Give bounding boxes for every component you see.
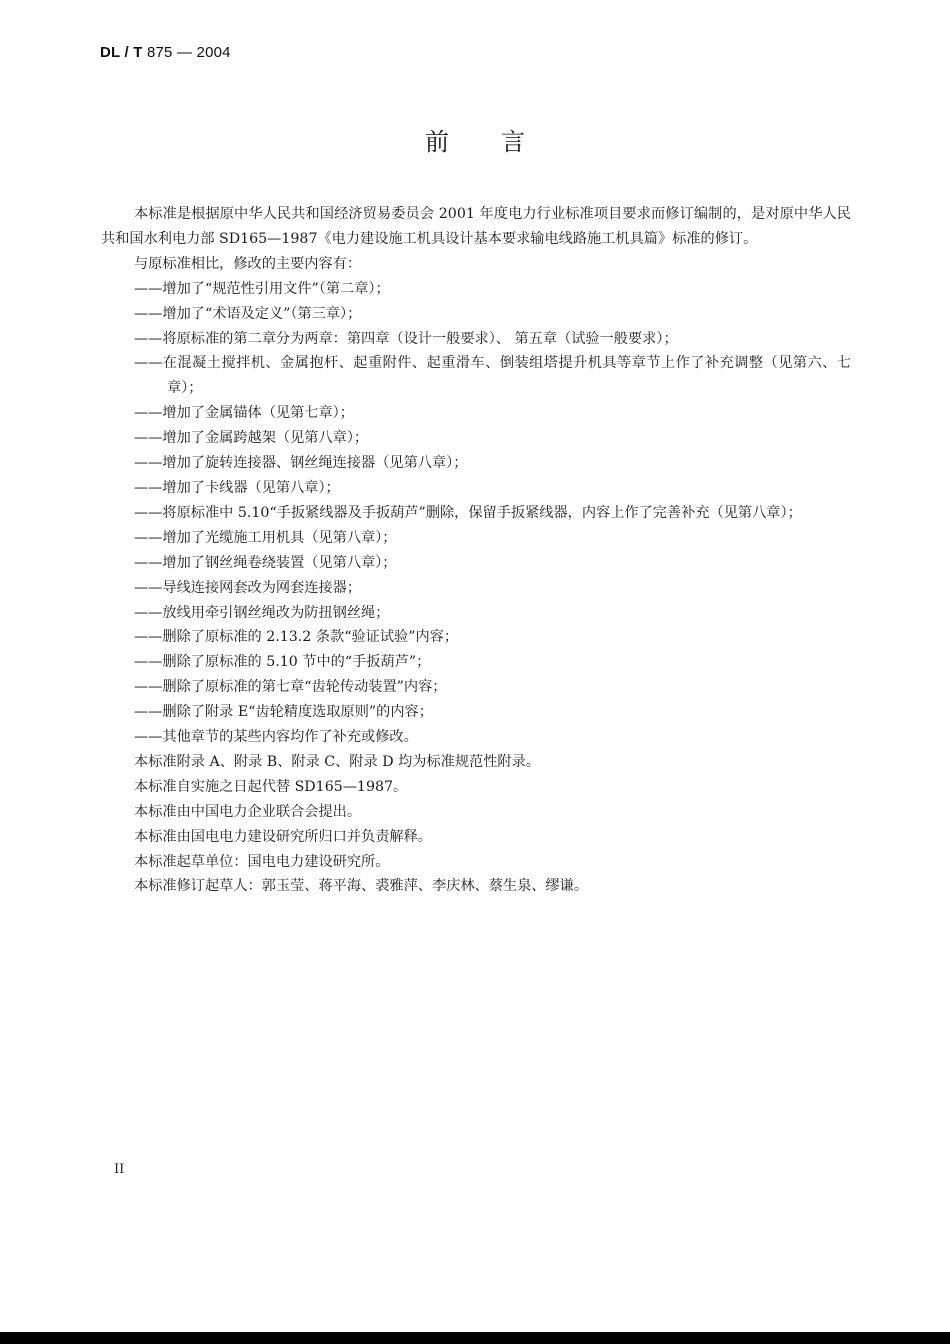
change-item: ——导线连接网套改为网套连接器； (134, 579, 362, 596)
change-item: ——增加了金属锚体（见第七章）； (134, 405, 354, 422)
change-item: ——增加了卡线器（见第八章）； (134, 479, 340, 496)
closing-paragraph: 本标准修订起草人：郭玉莹、蒋平海、裘雅萍、李庆林、蔡生泉、缪谦。 (134, 878, 589, 895)
closing-paragraph: 本标准由中国电力企业联合会提出。 (134, 803, 362, 820)
change-item: ——增加了钢丝绳卷绕装置（见第八章）； (134, 554, 397, 571)
change-item: ——放线用牵引钢丝绳改为防扭钢丝绳； (134, 604, 390, 621)
change-item: ——增加了旋转连接器、钢丝绳连接器（见第八章）； (134, 455, 468, 472)
intro-paragraph: 本标准是根据原中华人民共和国经济贸易委员会 2001 年度电力行业标准项目要求而修订编制的，是对原中华人民共和国水利电力部 SD165—1987《电力建设施工机具设计基本要求输电线路施工机具篇》标准的修订。 (101, 206, 851, 247)
standard-code: DL / T (100, 44, 143, 61)
page-header (100, 44, 231, 61)
change-item: ——其他章节的某些内容均作了补充或修改。 (134, 729, 418, 746)
change-item: ——将原标准的第二章分为两章：第四章（设计一般要求）、 第五章（试验一般要求）； (134, 330, 678, 347)
closing-paragraph: 本标准自实施之日起代替 SD165—1987。 (134, 778, 408, 795)
change-item: ——删除了原标准的第七章“齿轮传动装置”内容； (134, 679, 447, 696)
change-item: ——在混凝土搅拌机、金属抱杆、起重附件、起重滑车、倒装组塔提升机具等章节上作了补充调整（见第六、七章）； (134, 355, 851, 397)
closing-paragraph: 本标准由国电电力建设研究所归口并负责解释。 (134, 828, 432, 845)
change-item: ——删除了原标准的 5.10 节中的“手扳葫芦”； (134, 654, 431, 671)
change-item: ——增加了金属跨越架（见第八章）； (134, 430, 369, 447)
page-title: 前言 (425, 128, 577, 156)
document-body (101, 202, 851, 899)
change-item: ——删除了原标准的 2.13.2 条款“验证试验”内容； (134, 629, 459, 646)
standard-number: 875 — 2004 (146, 44, 231, 61)
change-item: ——增加了光缆施工用机具（见第八章）； (134, 529, 397, 546)
change-item: ——增加了“术语及定义”（第三章）； (134, 305, 362, 322)
change-item: ——增加了“规范性引用文件”（第二章）； (134, 280, 390, 297)
comparison-lead: 与原标准相比，修改的主要内容有： (134, 255, 362, 272)
change-item: ——将原标准中 5.10“手扳紧线器及手扳葫芦”删除，保留手扳紧线器，内容上作了完善补充（见第八章）； (134, 504, 802, 521)
closing-paragraph: 本标准附录 A、附录 B、附录 C、附录 D 均为标准规范性附录。 (134, 753, 540, 770)
bottom-border (0, 1332, 950, 1344)
closing-paragraph: 本标准起草单位：国电电力建设研究所。 (134, 853, 390, 870)
change-item: ——删除了附录 E“齿轮精度选取原则”的内容； (134, 704, 433, 721)
page-number: II (114, 1162, 125, 1177)
